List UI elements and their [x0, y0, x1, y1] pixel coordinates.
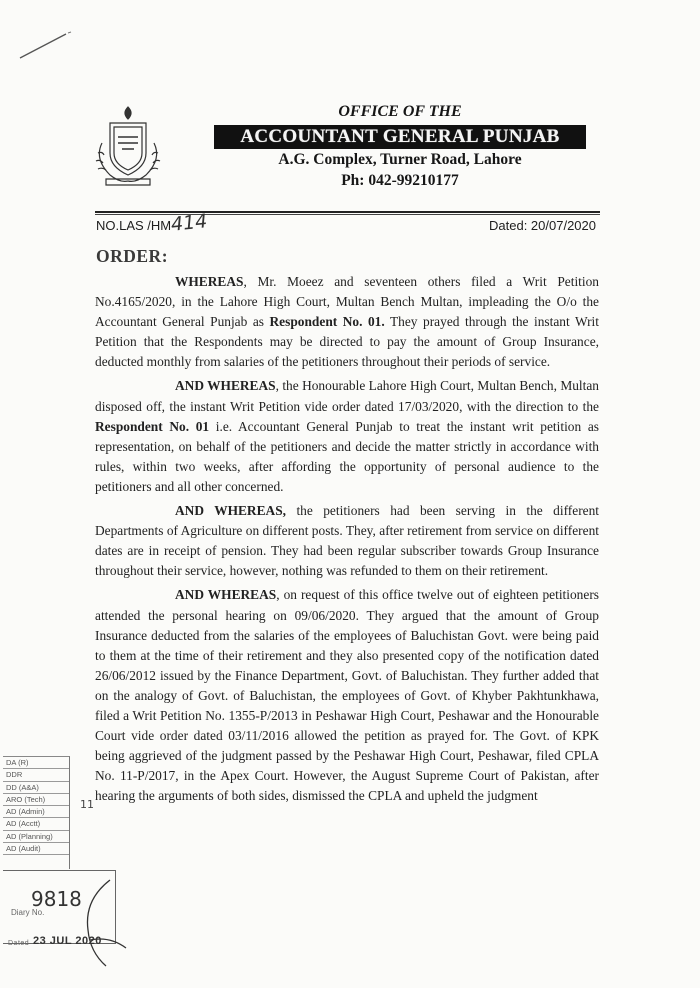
date-label: Dated [8, 940, 30, 947]
stamp-row: DA (R) [3, 757, 69, 769]
date-value: 23 JUL 2020 [33, 935, 102, 947]
stamp-row: AD (Audit) [3, 843, 69, 855]
paragraph-2: AND WHEREAS, the Honourable Lahore High Court, Multan Bench, Multan disposed off, the instant Writ Petition vide order dated 17/03/2020, with the direction to the Respondent No. 01 i.e. Accountant General Punjab to treat the instant writ petition as representation, on behalf of the petitioners and decide the matter strictly in accordance with rules, within two weeks, after affording the opportunity of personal audience to the petitioners and all other concerned. [95, 378, 599, 494]
stamp-row: DD (A&A) [3, 782, 69, 794]
signature-scribble [60, 870, 130, 970]
stamp-row: AD (Admin) [3, 806, 69, 818]
stamp-row: AD (Acctt) [3, 818, 69, 830]
office-phone: Ph: 042-99210177 [341, 172, 459, 189]
reference-number-handwritten: 414 [169, 210, 209, 236]
paragraph-3: AND WHEREAS, the petitioners had been serving in the different Departments of Agriculture on different posts. They, after retirement from service on different dates are in receipt of pension. They had been regular subscriber towards Group Insurance throughout their service, however, nothing was refunded to them on their retirement. [95, 503, 600, 579]
punjab-emblem-icon [88, 103, 168, 187]
diary-number-handwritten: 9818 [31, 887, 82, 911]
stamp-row: AD (Planning) [3, 831, 69, 843]
diary-label: Diary No. [11, 908, 45, 917]
margin-handwritten-note: 11 [80, 798, 94, 811]
stamp-row: ARO (Tech) [3, 794, 69, 806]
header-divider [95, 211, 600, 213]
paragraph-lead: AND WHEREAS [175, 378, 276, 394]
office-address: A.G. Complex, Turner Road, Lahore [278, 151, 522, 168]
order-date: Dated: 20/07/2020 [489, 218, 596, 233]
paragraph-lead: WHEREAS [175, 274, 244, 289]
paragraph-4: AND WHEREAS, on request of this office twelve out of eighteen petitioners attended the personal hearing on 09/06/2020. They argued that the amount of Group Insurance deducted from the salaries of the employees of Baluchistan Govt. were being paid to them at the time of their retirement and they also presented copy of the notification dated 26/06/2012 issued by the Finance Department, Govt. of Baluchistan. They further added that on the analogy of Govt. of Baluchistan, the employees of Govt. of Khyber Pakhtunkhawa, filed a Writ Petition No. 1355-P/2013 in Peshawar High Court, Peshawar and the Honourable Court vide order dated 03/11/2016 allowed the petition as prayed for. The Govt. of KPK being aggrieved of the judgment passed by the Peshawar High Court, Peshawar, filed CPLA No. 11-P/2017, in the Apex Court. However, the August Supreme Court of Pakistan, after hearing the arguments of both sides, dismissed the CPLA and upheld the judgment [95, 587, 599, 804]
reference-number: NO.LAS /HM- [96, 218, 176, 233]
paragraph-1: WHEREAS, Mr. Moeez and seventeen others filed a Writ Petition No.4165/2020, in the Lahore High Court, Multan Bench Multan, impleading the O/o the Accountant General Punjab as Respondent No. 01. They prayed through the instant Writ Petition that the Respondents may be directed to pay the amount of Group Insurance, deducted monthly from salaries of the petitioners throughout their periods of service. [95, 274, 599, 370]
stamp-row: DDR [3, 769, 69, 781]
routing-stamp [3, 756, 70, 869]
office-title: OFFICE OF THE [338, 103, 462, 120]
order-heading: ORDER: [96, 246, 169, 266]
organization-name-banner: ACCOUNTANT GENERAL PUNJAB [214, 125, 586, 149]
paragraph-lead: AND WHEREAS [175, 587, 277, 603]
paragraph-lead: AND WHEREAS, [175, 503, 287, 519]
order-body [95, 272, 599, 810]
pen-stroke-mark [16, 28, 76, 62]
